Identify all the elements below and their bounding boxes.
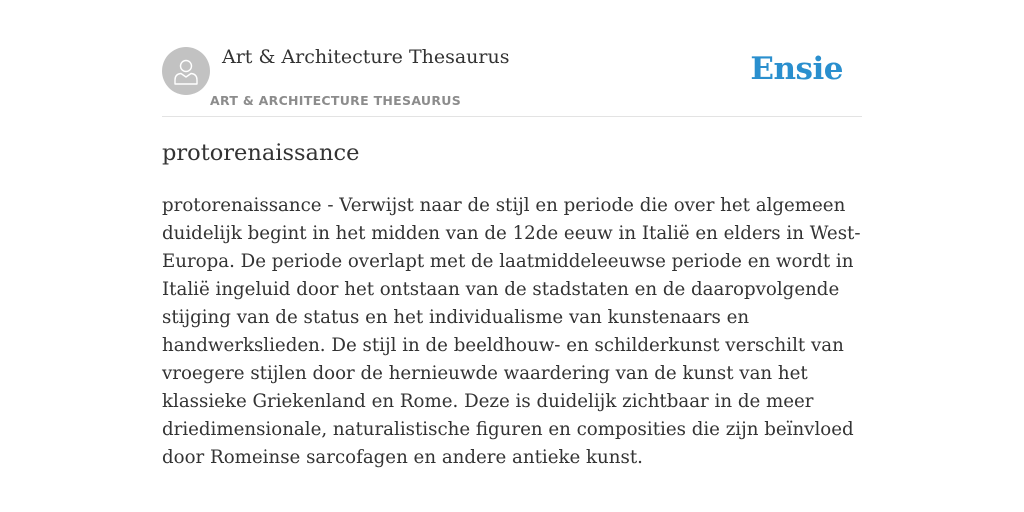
- content-container: [162, 0, 862, 468]
- ensie-logo[interactable]: Ensie: [750, 51, 843, 87]
- author-name[interactable]: Art & Architecture Thesaurus: [222, 46, 510, 68]
- entry-definition: protorenaissance - Verwijst naar de stijl en periode die over het algemeen duidelijk begint in het midden van de 12de eeuw in Italië en elders in West-Europa. De periode overlapt met de laatmiddeleeuwse periode en wordt in Italië ingeluid door het ontstaan van de stadstaten en de daaropvolgende stijging van de status en het individualisme van kunstenaars en handwerkslieden. De stijl in de beeldhouw- en schilderkunst verschilt van vroegere stijlen door de hernieuwde waardering van de kunst van het klassieke Griekenland en Rome. Deze is duidelijk zichtbaar in de meer driedimensionale, naturalistische figuren en composities die zijn beïnvloed door Romeinse sarcofagen en andere antieke kunst.: [162, 195, 861, 468]
- author-subtitle[interactable]: ART & ARCHITECTURE THESAURUS: [210, 93, 462, 108]
- avatar[interactable]: [162, 47, 210, 95]
- entry-term: protorenaissance: [162, 140, 360, 166]
- user-icon: [173, 57, 199, 85]
- header: [162, 0, 862, 117]
